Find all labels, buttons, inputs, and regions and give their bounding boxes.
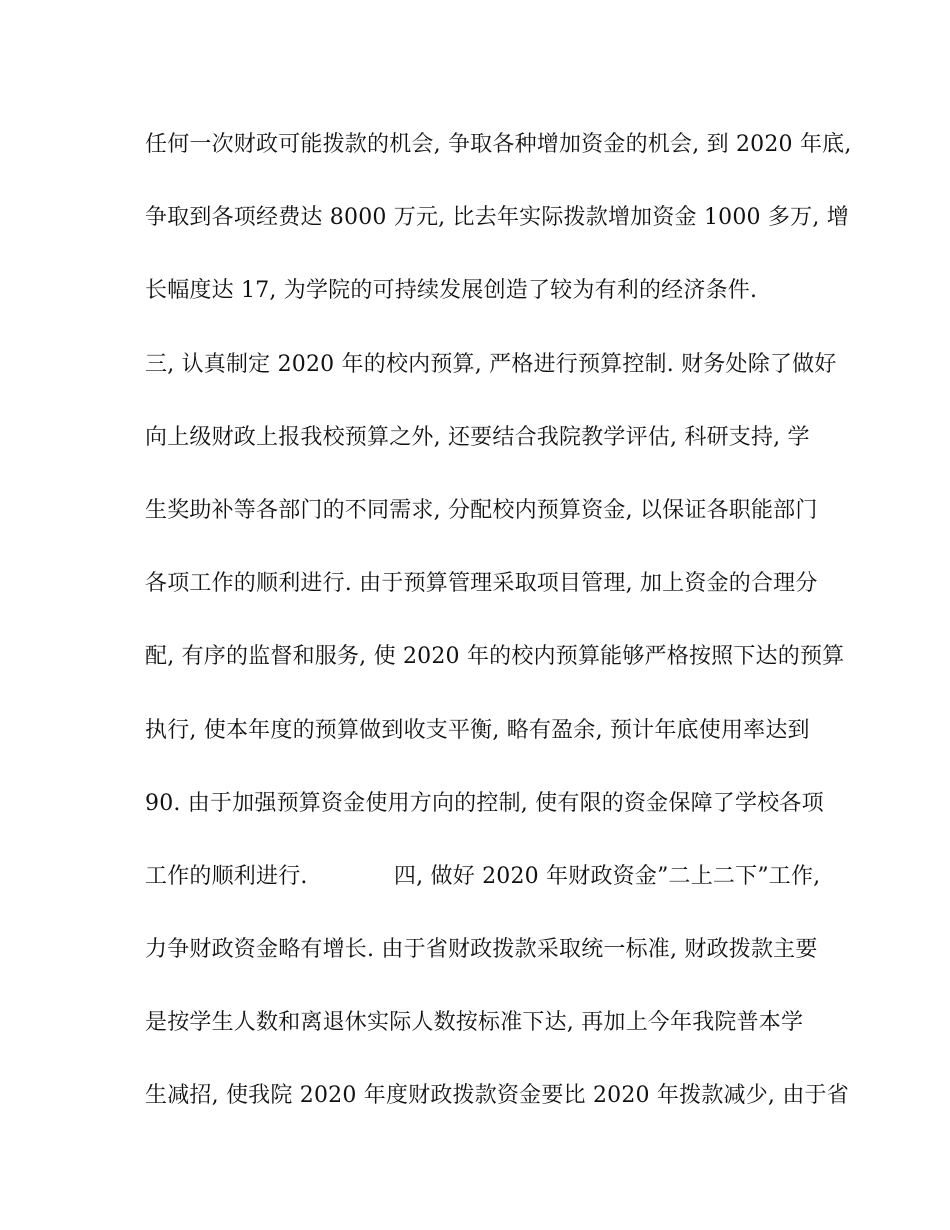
text-line-3: 长幅度达 17, 为学院的可持续发展创造了较为有利的经济条件. [145, 278, 758, 304]
text-line-1: 任何一次财政可能拨款的机会, 争取各种增加资金的机会, 到 2020 年底, [145, 132, 852, 157]
text-line-9: 执行, 使本年度的预算做到收支平衡, 略有盈余, 预计年底使用率达到 [145, 717, 810, 743]
text-line-2: 争取到各项经费达 8000 万元, 比去年实际拨款增加资金 1000 多万, 增 [145, 205, 849, 231]
text-line-13: 是按学生人数和离退休实际人数按标准下达, 再加上今年我院普本学 [145, 1010, 804, 1036]
text-line-14: 生减招, 使我院 2020 年度财政拨款资金要比 2020 年拨款减少, 由于省 [145, 1083, 849, 1109]
text-line-10: 90. 由于加强预算资金使用方向的控制, 使有限的资金保障了学校各项 [145, 790, 824, 816]
text-line-8: 配, 有序的监督和服务, 使 2020 年的校内预算能够严格按照下达的预算 [145, 644, 845, 670]
text-line-12: 力争财政资金略有增长. 由于省财政拨款采取统一标准, 财政拨款主要 [145, 937, 818, 963]
text-line-5: 向上级财政上报我校预算之外, 还要结合我院教学评估, 科研支持, 学 [145, 424, 810, 450]
text-line-6: 生奖助补等各部门的不同需求, 分配校内预算资金, 以保证各职能部门 [145, 497, 818, 523]
document-body [145, 120, 852, 1145]
text-line-7: 各项工作的顺利进行. 由于预算管理采取项目管理, 加上资金的合理分 [145, 571, 818, 597]
text-line-4: 三, 认真制定 2020 年的校内预算, 严格进行预算控制. 财务处除了做好 [145, 351, 837, 377]
text-line-11: 工作的顺利进行. 四, 做好 2020 年财政资金”二上二下”工作, [145, 863, 821, 889]
